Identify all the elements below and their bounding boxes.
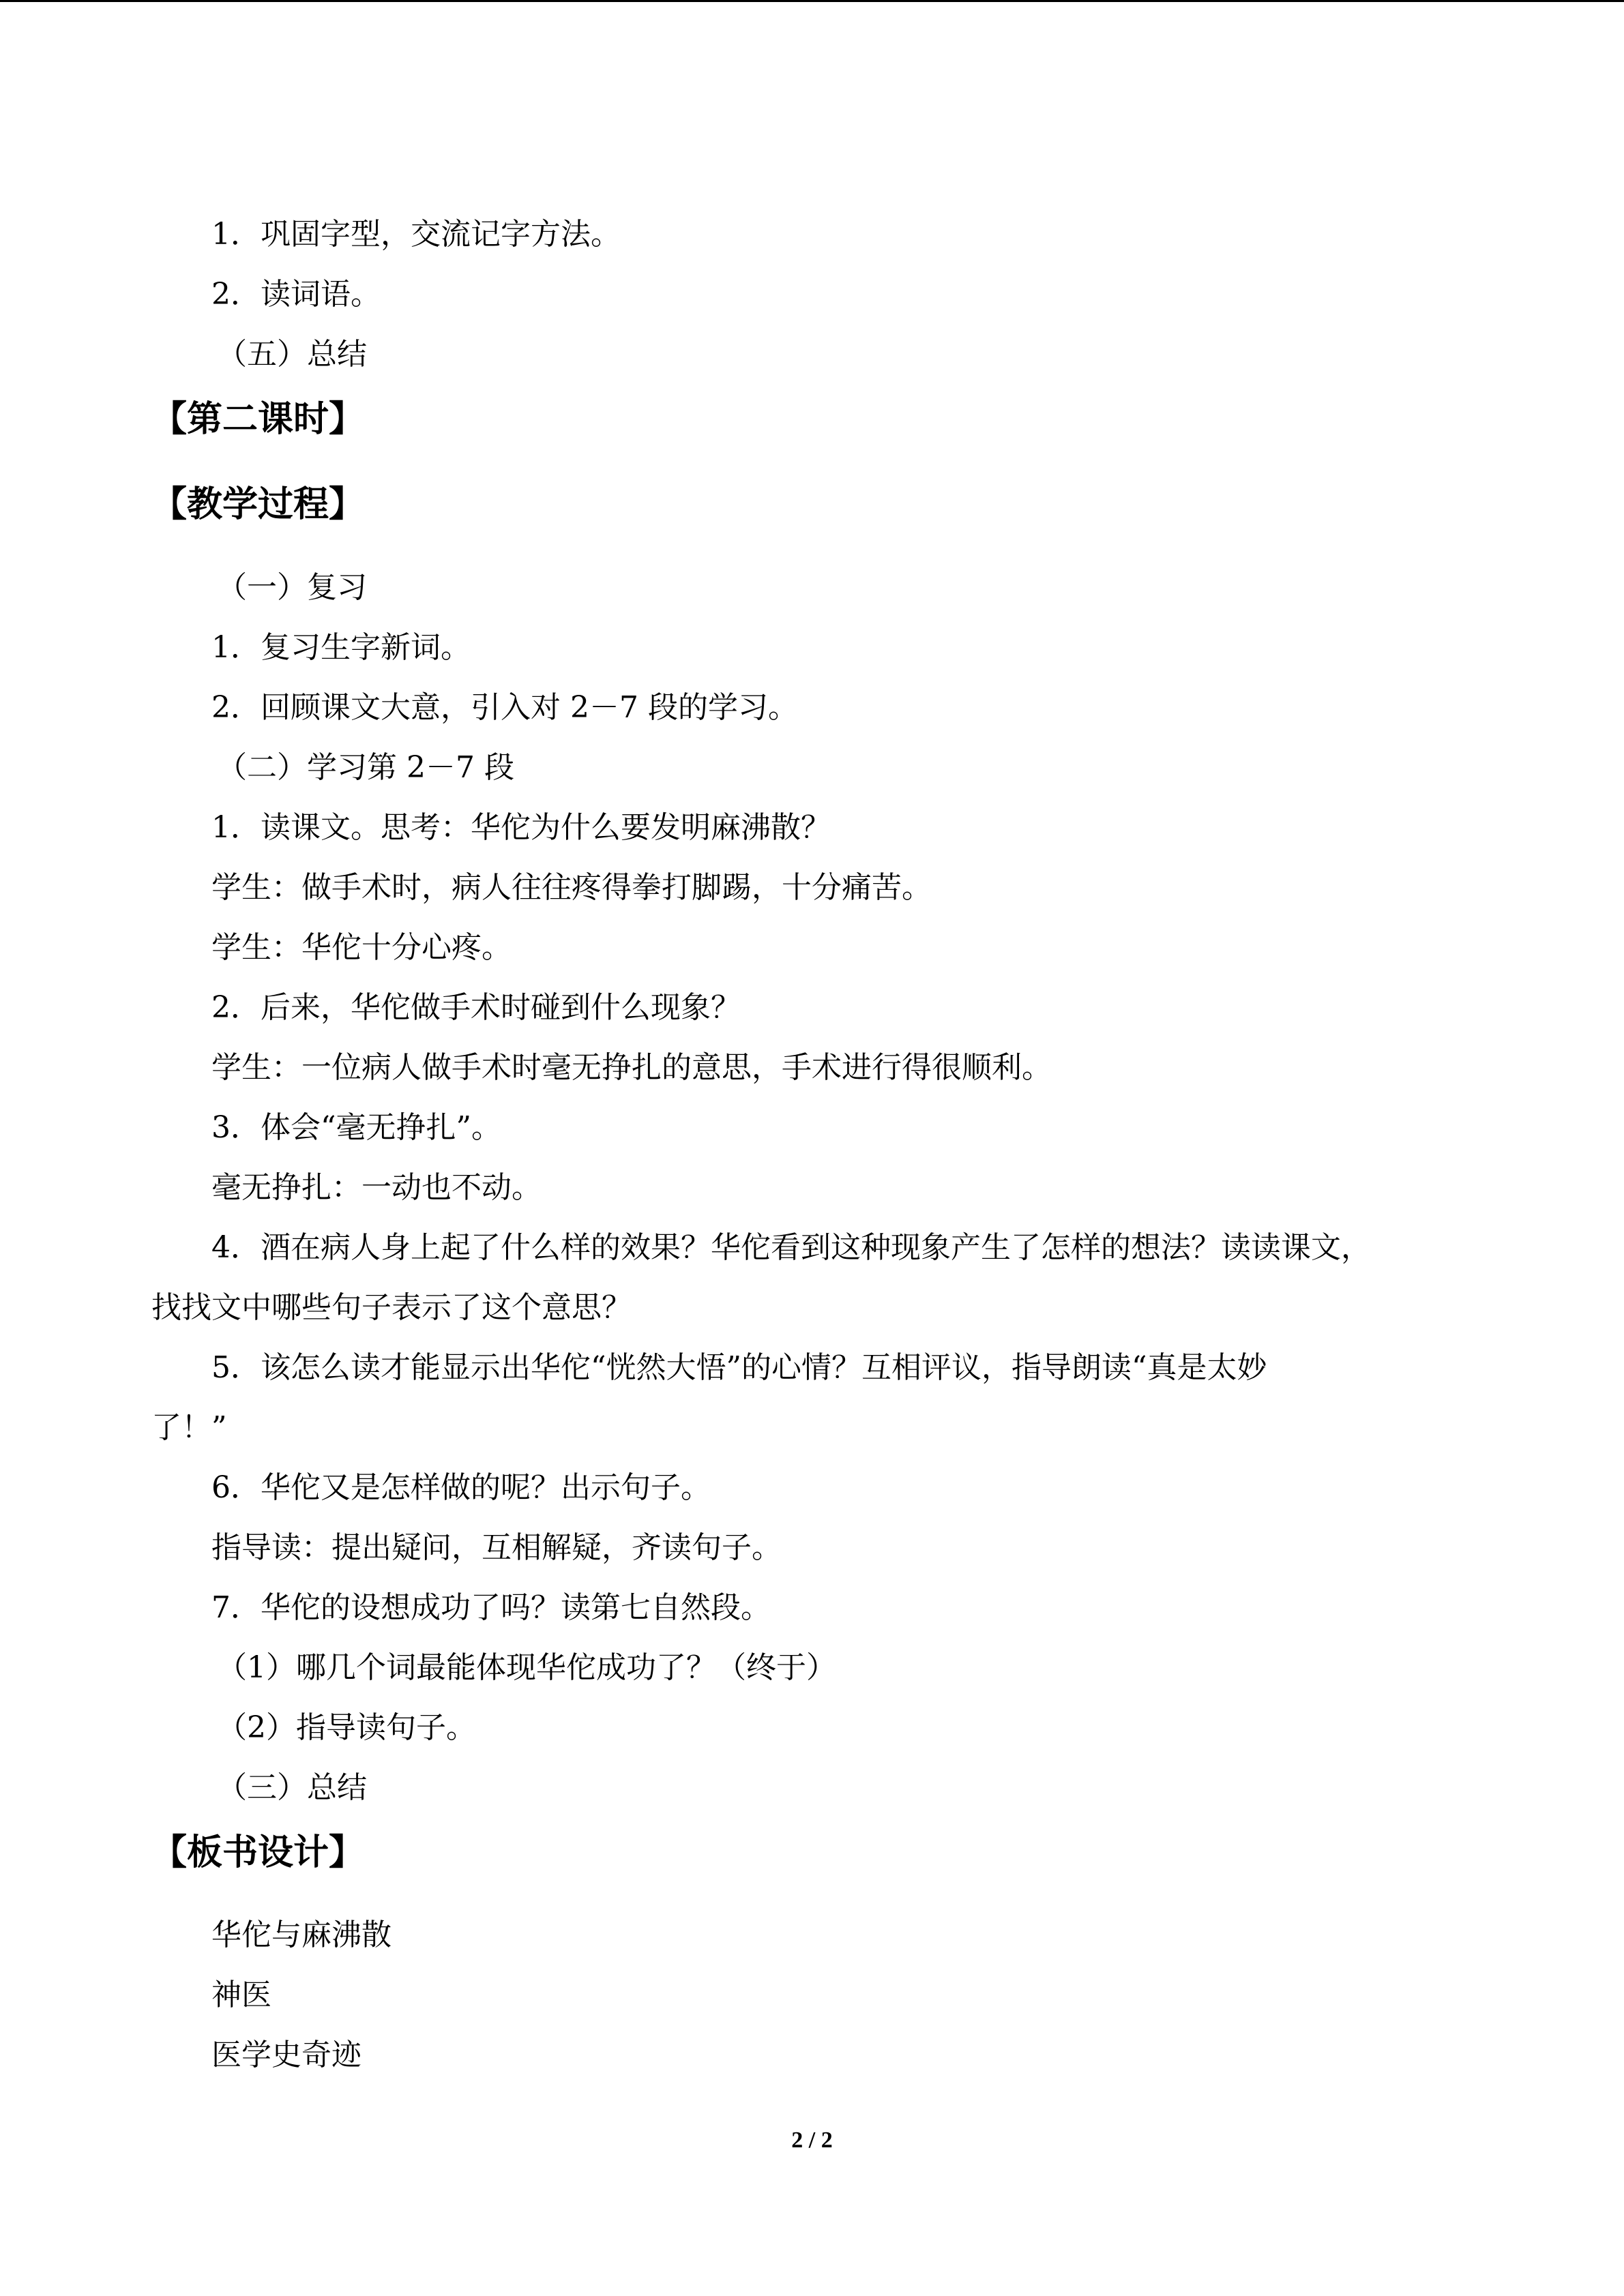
board-design-line: 神医	[211, 1978, 271, 2012]
list-item: 6．华佗又是怎样做的呢？出示句子。	[211, 1470, 711, 1505]
section-subheading: （三）总结	[217, 1770, 367, 1805]
paragraph-continuation: 了！”	[151, 1410, 227, 1445]
section-heading: 【第二课时】	[151, 398, 365, 440]
list-item: 3．体会“毫无挣扎”。	[211, 1110, 501, 1145]
paragraph: 学生：做手术时，病人往往疼得拳打脚踢，十分痛苦。	[211, 870, 932, 905]
board-design-line: 医学史奇迹	[211, 2038, 361, 2072]
list-item: 1．读课文。思考：华佗为什么要发明麻沸散？	[211, 810, 831, 845]
section-heading: 【板书设计】	[151, 1832, 365, 1873]
section-subheading: （一）复习	[217, 570, 367, 605]
list-item: 2．回顾课文大意，引入对 2－7 段的学习。	[211, 690, 798, 725]
list-item: 4．酒在病人身上起了什么样的效果？华佗看到这种现象产生了怎样的想法？读读课文，	[211, 1230, 1371, 1265]
sub-list-item: （2）指导读句子。	[217, 1710, 476, 1745]
sub-list-item: （1）哪几个词最能体现华佗成功了？（终于）	[217, 1650, 836, 1685]
paragraph: 指导读：提出疑问，互相解疑，齐读句子。	[211, 1530, 782, 1565]
board-design-line: 华佗与麻沸散	[211, 1918, 392, 1952]
paragraph-continuation: 找找文中哪些句子表示了这个意思？	[151, 1290, 632, 1325]
list-item: 2．读词语。	[211, 277, 381, 312]
section-subheading: （二）学习第 2－7 段	[217, 750, 514, 785]
list-item: 5．该怎么读才能显示出华佗“恍然大悟”的心情？互相评议，指导朗读“真是太妙	[211, 1350, 1267, 1385]
list-item: 7．华佗的设想成功了吗？读第七自然段。	[211, 1590, 771, 1625]
section-subheading: （五）总结	[217, 337, 367, 372]
paragraph: 毫无挣扎：一动也不动。	[211, 1170, 542, 1205]
top-border	[0, 0, 1624, 2]
page-number: 2 / 2	[791, 2128, 833, 2153]
list-item: 2．后来，华佗做手术时碰到什么现象？	[211, 990, 741, 1025]
paragraph: 学生：一位病人做手术时毫无挣扎的意思，手术进行得很顺利。	[211, 1050, 1052, 1085]
section-heading: 【教学过程】	[151, 483, 365, 525]
list-item: 1．复习生字新词。	[211, 630, 471, 665]
paragraph: 学生：华佗十分心疼。	[211, 930, 512, 965]
list-item: 1．巩固字型，交流记字方法。	[211, 217, 621, 252]
